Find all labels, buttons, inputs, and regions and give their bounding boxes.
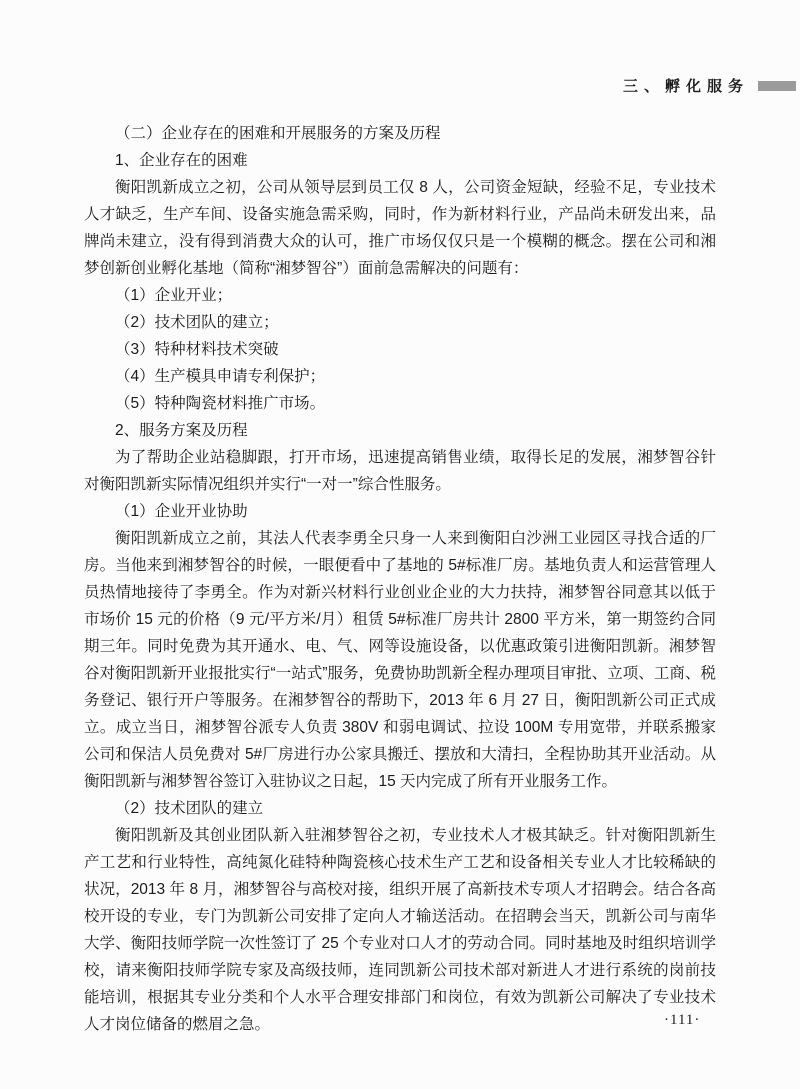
problem-list-item: （4）生产模具申请专利保护； xyxy=(115,368,326,385)
sub-heading: 2、服务方案及历程 xyxy=(115,422,248,439)
body-paragraph: 衡阳凯新及其创业团队新入驻湘梦智谷之初，专业技术人才极其缺乏。针对衡阳凯新生产工艺和行业特性，高纯氮化硅特种陶瓷核心技术生产工艺和设备相关专业人才比较稀缺的状况，2013 年 8 月，湘梦智谷与高校对接，组织开展了高新技术专项人才招聘会。结合各高校开设的专业，专门为凯新公司安排了定向人才输送活动。在招聘会当天，凯新公司与南华大学、衡阳技师学院一次性签订了 25 个专业对口人才的劳动合同。同时基地及时组织培训学校，请来衡阳技师学院专家及高级技师，连同凯新公司技术部对新进人才进行系统的岗前技能培训，根据其专业分类和个人水平合理安排部门和岗位，有效为凯新公司解决了专业技术人才岗位储备的燃眉之急。 xyxy=(84,827,716,1033)
section-title: 三、孵化服务 xyxy=(622,78,749,95)
document-body xyxy=(84,120,716,1038)
body-paragraph: 衡阳凯新成立之前，其法人代表李勇全只身一人来到衡阳白沙洲工业园区寻找合适的厂房。当他来到湘梦智谷的时候，一眼便看中了基地的 5#标准厂房。基地负责人和运营管理人员热情地接待了李勇全。作为对新兴材料行业创业企业的大力扶持，湘梦智谷同意其以低于市场价 15 元的价格（9 元/平方米/月）租赁 5#标准厂房共计 2800 平方米，第一期签约合同期三年。同时免费为其开通水、电、气、网等设施设备，以优惠政策引进衡阳凯新。湘梦智谷对衡阳凯新开业报批实行“一站式”服务，免费协助凯新全程办理项目审批、立项、工商、税务登记、银行开户等服务。在湘梦智谷的帮助下，2013 年 6 月 27 日，衡阳凯新公司正式成立。成立当日，湘梦智谷派专人负责 380V 和弱电调试、拉设 100M 专用宽带，并联系搬家公司和保洁人员免费对 5#厂房进行办公家具搬迁、摆放和大清扫，全程协助其开业活动。从衡阳凯新与湘梦智谷签订入驻协议之日起，15 天内完成了所有开业服务工作。 xyxy=(84,530,716,790)
header-accent-bar xyxy=(758,81,796,91)
body-paragraph: 衡阳凯新成立之初，公司从领导层到员工仅 8 人，公司资金短缺，经验不足，专业技术人才缺乏，生产车间、设备实施急需采购，同时，作为新材料行业，产品尚未研发出来，品牌尚未建立，没有得到消费大众的认可，推广市场仅仅只是一个模糊的概念。摆在公司和湘梦创新创业孵化基地（简称“湘梦智谷”）面前急需解决的问题有： xyxy=(84,179,716,277)
problem-list-item: （2）技术团队的建立； xyxy=(115,314,279,331)
sub-heading: （1）企业开业协助 xyxy=(115,503,248,520)
page-number: ·111· xyxy=(664,1012,701,1028)
problem-list-item: （5）特种陶瓷材料推广市场。 xyxy=(115,395,326,412)
sub-heading: 1、企业存在的困难 xyxy=(115,152,248,169)
page-header xyxy=(623,75,796,96)
section-heading: （二）企业存在的困难和开展服务的方案及历程 xyxy=(115,125,441,142)
sub-heading: （2）技术团队的建立 xyxy=(115,800,264,817)
problem-list-item: （1）企业开业； xyxy=(115,287,233,304)
body-paragraph: 为了帮助企业站稳脚跟，打开市场，迅速提高销售业绩，取得长足的发展，湘梦智谷针对衡阳凯新实际情况组织并实行“一对一”综合性服务。 xyxy=(84,449,716,493)
problem-list-item: （3）特种材料技术突破 xyxy=(115,341,279,358)
